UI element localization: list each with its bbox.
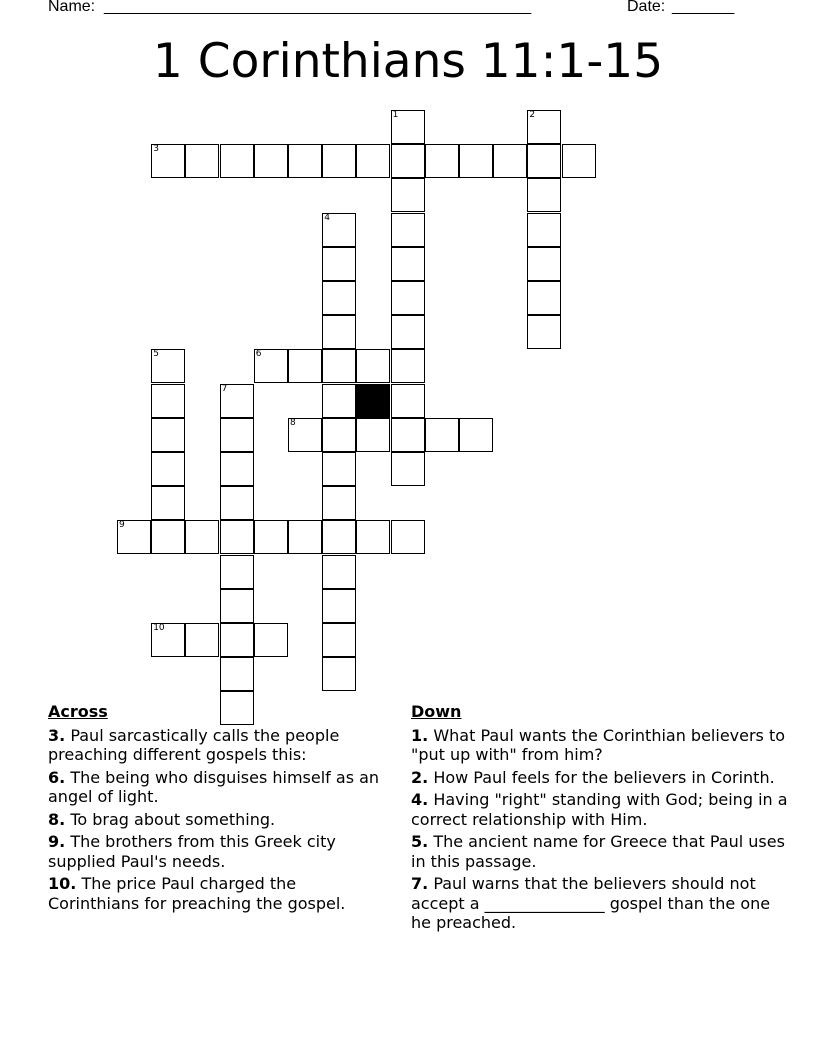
grid-cell[interactable] <box>220 144 254 178</box>
grid-cell[interactable] <box>322 418 356 452</box>
grid-cell[interactable] <box>391 452 425 486</box>
grid-cell[interactable] <box>322 452 356 486</box>
grid-cell[interactable] <box>356 418 390 452</box>
blocked-cell <box>356 384 390 418</box>
grid-cell[interactable] <box>254 349 288 383</box>
grid-cell[interactable] <box>151 486 185 520</box>
page-title: 1 Corinthians 11:1-15 <box>152 34 664 89</box>
grid-cell[interactable] <box>288 349 322 383</box>
clue-number-label: 8 <box>290 417 296 428</box>
grid-cell[interactable] <box>562 144 596 178</box>
clue-number: 5. <box>411 832 429 851</box>
name-label: Name: <box>48 0 96 15</box>
grid-cell[interactable] <box>391 315 425 349</box>
clue-number-label: 10 <box>153 623 165 633</box>
grid-cell[interactable] <box>322 213 356 247</box>
clue-text: How Paul feels for the believers in Corinth. <box>433 767 775 787</box>
down-clue <box>411 768 791 788</box>
grid-cell[interactable] <box>220 555 254 589</box>
grid-cell[interactable] <box>322 623 356 657</box>
grid-cell[interactable] <box>322 589 356 623</box>
clue-text: What Paul wants the Corinthian believers to "put up with" from him? <box>411 725 786 764</box>
clue-text: The brothers from this Greek city supplied Paul's needs. <box>48 832 336 871</box>
grid-cell[interactable] <box>185 520 219 554</box>
grid-cell[interactable] <box>220 384 254 418</box>
grid-cell[interactable] <box>151 384 185 418</box>
grid-cell[interactable] <box>527 213 561 247</box>
clue-number-label: 9 <box>119 520 125 531</box>
grid-cell[interactable] <box>220 486 254 520</box>
clue-number: 8. <box>48 809 66 829</box>
grid-cell[interactable] <box>151 452 185 486</box>
clue-text: To brag about something. <box>70 809 276 829</box>
grid-cell[interactable] <box>151 418 185 452</box>
clue-number: 9. <box>48 832 66 851</box>
clue-number-label: 3 <box>153 144 159 155</box>
clue-number-label: 1 <box>392 110 399 120</box>
clue-number: 1. <box>411 725 429 745</box>
clue-text: The being who disguises himself as an angel of light. <box>48 767 380 806</box>
clue-number: 4. <box>411 790 429 809</box>
clue-number: 7. <box>411 874 429 893</box>
clue-number-label: 4 <box>324 212 330 223</box>
grid-cell[interactable] <box>220 589 254 623</box>
grid-cell[interactable] <box>527 247 561 281</box>
grid-cell[interactable] <box>254 520 288 554</box>
clue-number-label: 5 <box>153 349 159 360</box>
clue-text: Paul sarcastically calls the people preaching different gospels this: <box>48 725 340 764</box>
down-heading: Down <box>411 702 462 721</box>
grid-cell[interactable] <box>459 144 493 178</box>
grid-cell[interactable] <box>220 623 254 657</box>
across-clue <box>48 810 388 830</box>
across-heading: Across <box>48 702 108 721</box>
across-clue <box>48 768 388 807</box>
grid-cell[interactable] <box>151 349 185 383</box>
clue-text: Paul warns that the believers should not accept a _______________ gospel than the one he preached. <box>411 874 771 932</box>
across-clue <box>48 726 388 765</box>
grid-cell[interactable] <box>151 623 185 657</box>
grid-cell[interactable] <box>356 520 390 554</box>
across-clues <box>48 702 388 916</box>
grid-cell[interactable] <box>391 110 425 144</box>
clue-number-label: 7 <box>221 383 228 394</box>
grid-cell[interactable] <box>254 623 288 657</box>
grid-cell[interactable] <box>220 520 254 554</box>
grid-cell[interactable] <box>391 418 425 452</box>
grid-cell[interactable] <box>322 486 356 520</box>
grid-cell[interactable] <box>322 555 356 589</box>
clue-number: 10. <box>48 874 77 893</box>
grid-cell[interactable] <box>322 520 356 554</box>
grid-cell[interactable] <box>391 520 425 554</box>
clue-text: The ancient name for Greece that Paul uses in this passage. <box>411 832 785 871</box>
grid-cell[interactable] <box>425 418 459 452</box>
grid-cell[interactable] <box>288 520 322 554</box>
grid-cell[interactable] <box>151 520 185 554</box>
grid-cell[interactable] <box>220 452 254 486</box>
grid-cell[interactable] <box>425 144 459 178</box>
grid-cell[interactable] <box>459 418 493 452</box>
grid-cell[interactable] <box>356 349 390 383</box>
clue-number-label: 6 <box>255 349 262 360</box>
grid-cell[interactable] <box>391 281 425 315</box>
grid-cell[interactable] <box>288 418 322 452</box>
grid-cell[interactable] <box>527 315 561 349</box>
grid-cell[interactable] <box>391 144 425 178</box>
grid-cell[interactable] <box>254 144 288 178</box>
grid-cell[interactable] <box>151 144 185 178</box>
down-clues <box>411 702 791 936</box>
grid-cell[interactable] <box>527 144 561 178</box>
grid-cell[interactable] <box>356 144 390 178</box>
grid-cell[interactable] <box>322 315 356 349</box>
grid-cell[interactable] <box>185 144 219 178</box>
grid-cell[interactable] <box>117 520 151 554</box>
clue-number: 2. <box>411 767 429 787</box>
clue-text: The price Paul charged the Corinthians for preaching the gospel. <box>48 874 346 913</box>
grid-cell[interactable] <box>391 384 425 418</box>
date-blank-line[interactable]: _______ <box>672 0 735 15</box>
grid-cell[interactable] <box>493 144 527 178</box>
name-blank-line[interactable]: ________________________________________________ <box>104 0 532 15</box>
date-label: Date: <box>627 0 666 15</box>
grid-cell[interactable] <box>220 418 254 452</box>
grid-cell[interactable] <box>527 110 561 144</box>
grid-cell[interactable] <box>322 384 356 418</box>
down-clue <box>411 726 791 765</box>
down-clue <box>411 790 791 829</box>
grid-cell[interactable] <box>322 144 356 178</box>
grid-cell[interactable] <box>527 178 561 212</box>
grid-cell[interactable] <box>322 349 356 383</box>
across-clue <box>48 874 388 913</box>
down-clue <box>411 874 791 933</box>
down-clue <box>411 832 791 871</box>
clue-number: 3. <box>48 725 66 745</box>
across-clue <box>48 832 388 871</box>
grid-cell[interactable] <box>322 247 356 281</box>
grid-cell[interactable] <box>391 178 425 212</box>
grid-cell[interactable] <box>288 144 322 178</box>
grid-cell[interactable] <box>322 657 356 691</box>
clue-number: 6. <box>48 767 66 787</box>
grid-cell[interactable] <box>391 213 425 247</box>
grid-cell[interactable] <box>185 623 219 657</box>
clue-text: Having "right" standing with God; being in a correct relationship with Him. <box>411 790 788 829</box>
grid-cell[interactable] <box>391 349 425 383</box>
grid-cell[interactable] <box>322 281 356 315</box>
grid-cell[interactable] <box>220 657 254 691</box>
grid-cell[interactable] <box>527 281 561 315</box>
grid-cell[interactable] <box>391 247 425 281</box>
clue-number-label: 2 <box>529 110 536 120</box>
